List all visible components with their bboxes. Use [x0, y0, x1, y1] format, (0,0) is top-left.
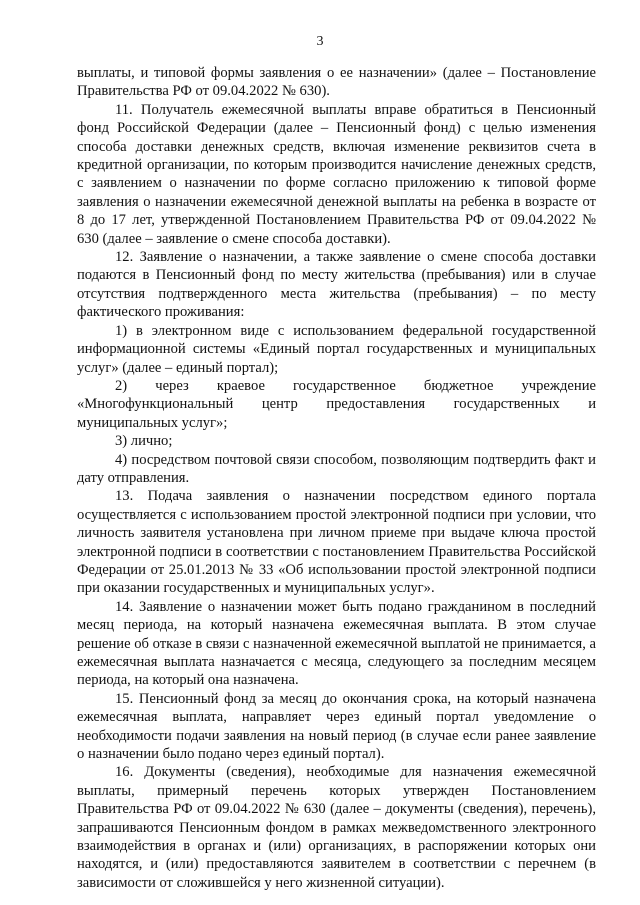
- list-item-2: 2) через краевое государственное бюджетное учреждение «Многофункциональный центр предоставления государственных и муниципальных услуг»;: [77, 377, 596, 431]
- paragraph-continuation: выплаты, и типовой формы заявления о ее назначении» (далее – Постановление Правительства РФ от 09.04.2022 № 630).: [77, 65, 596, 100]
- paragraph-14: 14. Заявление о назначении может быть подано гражданином в последний месяц периода, на который назначена ежемесячная выплата. В этом случае решение об отказе в связи с назначенной ежемесячной выплатой не принимается, а ежемесячная выплата назначается с месяца, следующего за последним месяцем периода, на который она назначена.: [77, 598, 596, 689]
- paragraph-11: 11. Получатель ежемесячной выплаты вправе обратиться в Пенсионный фонд Российской Федерации (далее – Пенсионный фонд) с целью изменения способа доставки денежных средств, включая изменение реквизитов счета в кредитной организации, по которым производится начисление денежных средств, с заявлением о назначении по форме согласно приложению к типовой форме заявления о назначении ежемесячной денежной выплаты на ребенка в возрасте от 8 до 17 лет, утвержденной Постановлением Правительства РФ от 09.04.2022 № 630 (далее – заявление о смене способа доставки).: [77, 101, 596, 247]
- list-item-3: 3) лично;: [115, 433, 173, 450]
- document-body: [77, 64, 596, 892]
- paragraph-12: 12. Заявление о назначении, а также заявление о смене способа доставки подаются в Пенсионный фонд по месту жительства (пребывания) или в случае отсутствия подтвержденного места жительства (пребывания) – по месту фактического проживания:: [77, 249, 596, 321]
- list-item-1: 1) в электронном виде с использованием федеральной государственной информационной системы «Единый портал государственных и муниципальных услуг» (далее – единый портал);: [77, 322, 596, 376]
- paragraph-13: 13. Подача заявления о назначении посредством единого портала осуществляется с использованием простой электронной подписи при условии, что личность заявителя установлена при личном приеме при выдаче ключа простой электронной подписи в соответствии с постановлением Правительства Российской Федерации от 25.01.2013 № 33 «Об использовании простой электронной подписи при оказании государственных и муниципальных услуг».: [77, 488, 596, 597]
- paragraph-16: 16. Документы (сведения), необходимые для назначения ежемесячной выплаты, примерный перечень которых утвержден Постановлением Правительства РФ от 09.04.2022 № 630 (далее – документы (сведения), перечень), запрашиваются Пенсионным фондом в рамках межведомственного электронного взаимодействия в органах и (или) организациях, в распоряжении которых они находятся, и (или) предоставляются заявителем в соответствии с перечнем (в зависимости от сложившейся у него жизненной ситуации).: [77, 764, 596, 891]
- list-item-4: 4) посредством почтовой связи способом, позволяющим подтвердить факт и дату отправления.: [77, 451, 596, 486]
- page-number: 3: [316, 34, 324, 49]
- paragraph-15: 15. Пенсионный фонд за месяц до окончания срока, на который назначена ежемесячная выплата, направляет через единый портал уведомление о необходимости подачи заявления на новый период (в случае если ранее заявление о назначении было подано через единый портал).: [77, 690, 596, 763]
